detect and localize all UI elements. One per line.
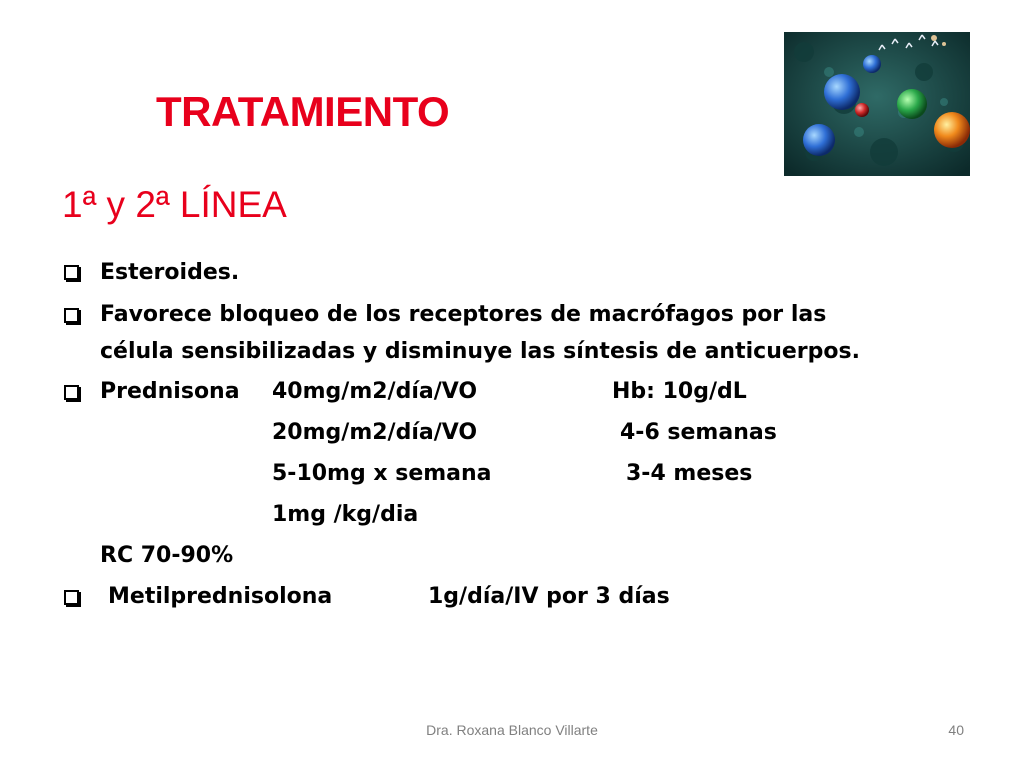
metil-label: Metilprednisolona	[108, 584, 333, 609]
prednisona-dose-3: 5-10mg x semana	[272, 461, 492, 486]
prednisona-note-3: 3-4 meses	[626, 461, 753, 486]
bullet-favorece-line2: célula sensibilizadas y disminuye las síntesis de anticuerpos.	[100, 339, 860, 364]
rc-text: RC 70-90%	[100, 543, 234, 568]
checkbox-bullet-icon	[64, 308, 79, 323]
page-number: 40	[948, 722, 964, 738]
checkbox-bullet-icon	[64, 590, 79, 605]
prednisona-dose-1: 40mg/m2/día/VO	[272, 379, 478, 404]
prednisona-note-2: 4-6 semanas	[620, 420, 777, 445]
bullet-favorece-line1: Favorece bloqueo de los receptores de macrófagos por las	[100, 302, 827, 327]
checkbox-bullet-icon	[64, 385, 79, 400]
slide-subtitle: 1ª y 2ª LÍNEA	[62, 184, 287, 225]
prednisona-label: Prednisona	[100, 379, 240, 404]
footer-author: Dra. Roxana Blanco Villarte	[426, 722, 598, 738]
slide-title: TRATAMIENTO	[156, 88, 450, 135]
prednisona-dose-2: 20mg/m2/día/VO	[272, 420, 478, 445]
checkbox-bullet-icon	[64, 265, 79, 280]
bullet-esteroides: Esteroides.	[100, 260, 240, 285]
prednisona-note-1: Hb: 10g/dL	[612, 379, 747, 404]
prednisona-dose-4: 1mg /kg/dia	[272, 502, 419, 527]
metil-dose: 1g/día/IV por 3 días	[428, 584, 670, 609]
